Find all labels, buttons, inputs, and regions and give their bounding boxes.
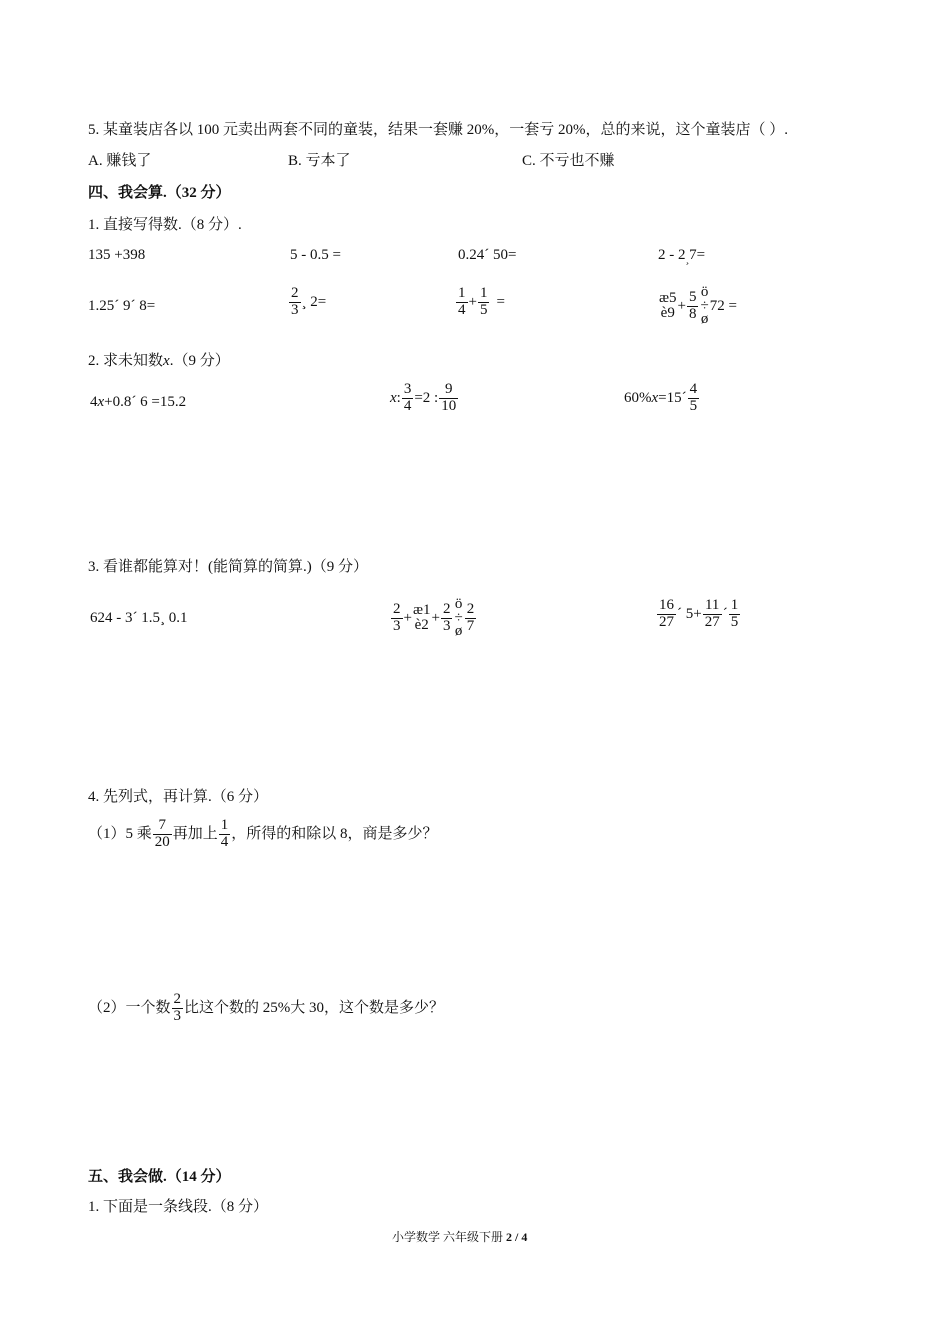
part-2-title: 2. 求未知数x.（9 分） — [88, 353, 230, 369]
equation-2: x : $\frac{3}{4}$ =2 : $\frac{9}{10}$ — [390, 381, 457, 414]
fraction: $\frac{1}{4}$ — [458, 285, 466, 318]
section-4-title: 四、我会算.（32 分） — [88, 185, 231, 201]
word-problem-2: （2）一个数 $\frac{2}{3}$ 比这个数的 25%大 30，这个数是多少？ — [88, 991, 445, 1024]
fraction: $\frac{16}{27}$ — [659, 597, 674, 630]
simplify-a: 624 - 3´ 1.5¸ 0.1 — [90, 610, 188, 626]
equation-1: 4x+0.8´ 6 =15.2 — [90, 394, 187, 410]
footer-subject: 小学数学 六年级下册 — [392, 1230, 504, 1244]
calc-1b: 5 - 0.5 = — [290, 247, 341, 263]
fraction: $\frac{1}{5}$ — [479, 285, 488, 318]
calc-1a: 135 +398 — [88, 247, 146, 263]
fraction: $\frac{2}{3}$ — [291, 285, 299, 318]
part-3-title: 3. 看谁都能算对！(能简算的简算.)（9 分） — [88, 559, 368, 575]
footer-page-number: 2 / 4 — [506, 1230, 528, 1244]
simplify-b: $\frac{2}{3}$ + æ1 è2 + $\frac{2}{3}$ ö ÷ ø $\frac{2}{7}$ — [393, 596, 475, 639]
fraction: $\frac{11}{27}$ — [704, 597, 720, 630]
calc-1f: $\frac{2}{3}$ ¸ 2= — [291, 285, 327, 318]
part-4-title: 4. 先列式，再计算.（6 分） — [88, 789, 269, 805]
left-paren-glyphs: æ5 è9 — [659, 290, 677, 322]
calc-1d: $2 - 2_¸7=$ — [658, 247, 706, 265]
calc-1c: 0.24´ 50= — [458, 247, 517, 263]
fraction: $\frac{1}{4}$ — [220, 817, 229, 850]
fraction: $\frac{7}{20}$ — [154, 817, 170, 850]
fraction: $\frac{2}{3}$ — [442, 601, 451, 634]
calc-1h: æ5 è9 + $\frac{5}{8}$ ö ÷ ø 72 = — [659, 284, 737, 327]
fraction: $\frac{2}{3}$ — [173, 991, 182, 1024]
equation-3: 60% x =15´ $\frac{4}{5}$ — [624, 381, 698, 414]
section-5-title: 五、我会做.（14 分） — [88, 1169, 231, 1185]
fraction: $\frac{9}{10}$ — [441, 381, 457, 414]
q5-option-b: B. 亏本了 — [288, 153, 351, 169]
q5-option-a: A. 赚钱了 — [88, 153, 152, 169]
word-problem-1: （1）5 乘 $\frac{7}{20}$ 再加上 $\frac{1}{4}$ ，所得的和除以 8，商是多少？ — [88, 817, 438, 850]
fraction: $\frac{3}{4}$ — [403, 381, 412, 414]
page-footer — [392, 1231, 527, 1243]
section-5-part-1: 1. 下面是一条线段.（8 分） — [88, 1199, 269, 1215]
simplify-c: $\frac{16}{27}$ ´ 5+ $\frac{11}{27}$ ´ $\frac{1}{5}$ — [659, 597, 739, 630]
fraction: $\frac{1}{5}$ — [730, 597, 739, 630]
q5-text: 5. 某童装店各以 100 元卖出两套不同的童装，结果一套赚 20%，一套亏 20%，总的来说，这个童装店（ ）. — [88, 122, 788, 138]
fraction: $\frac{2}{7}$ — [466, 601, 475, 634]
calc-1e: 1.25´ 9´ 8= — [88, 298, 156, 314]
fraction: $\frac{5}{8}$ — [688, 289, 697, 322]
part-1-title: 1. 直接写得数.（8 分）. — [88, 217, 242, 233]
fraction: $\frac{4}{5}$ — [689, 381, 698, 414]
fraction: $\frac{2}{3}$ — [393, 601, 401, 634]
right-paren-glyphs: ö ÷ ø — [454, 596, 463, 639]
right-paren-glyphs: ö ÷ ø — [700, 284, 709, 327]
q5-option-c: C. 不亏也不赚 — [522, 153, 615, 169]
calc-1g: $\frac{1}{4}$ + $\frac{1}{5}$ = — [458, 285, 505, 318]
left-paren-glyphs: æ1 è2 — [412, 602, 431, 634]
